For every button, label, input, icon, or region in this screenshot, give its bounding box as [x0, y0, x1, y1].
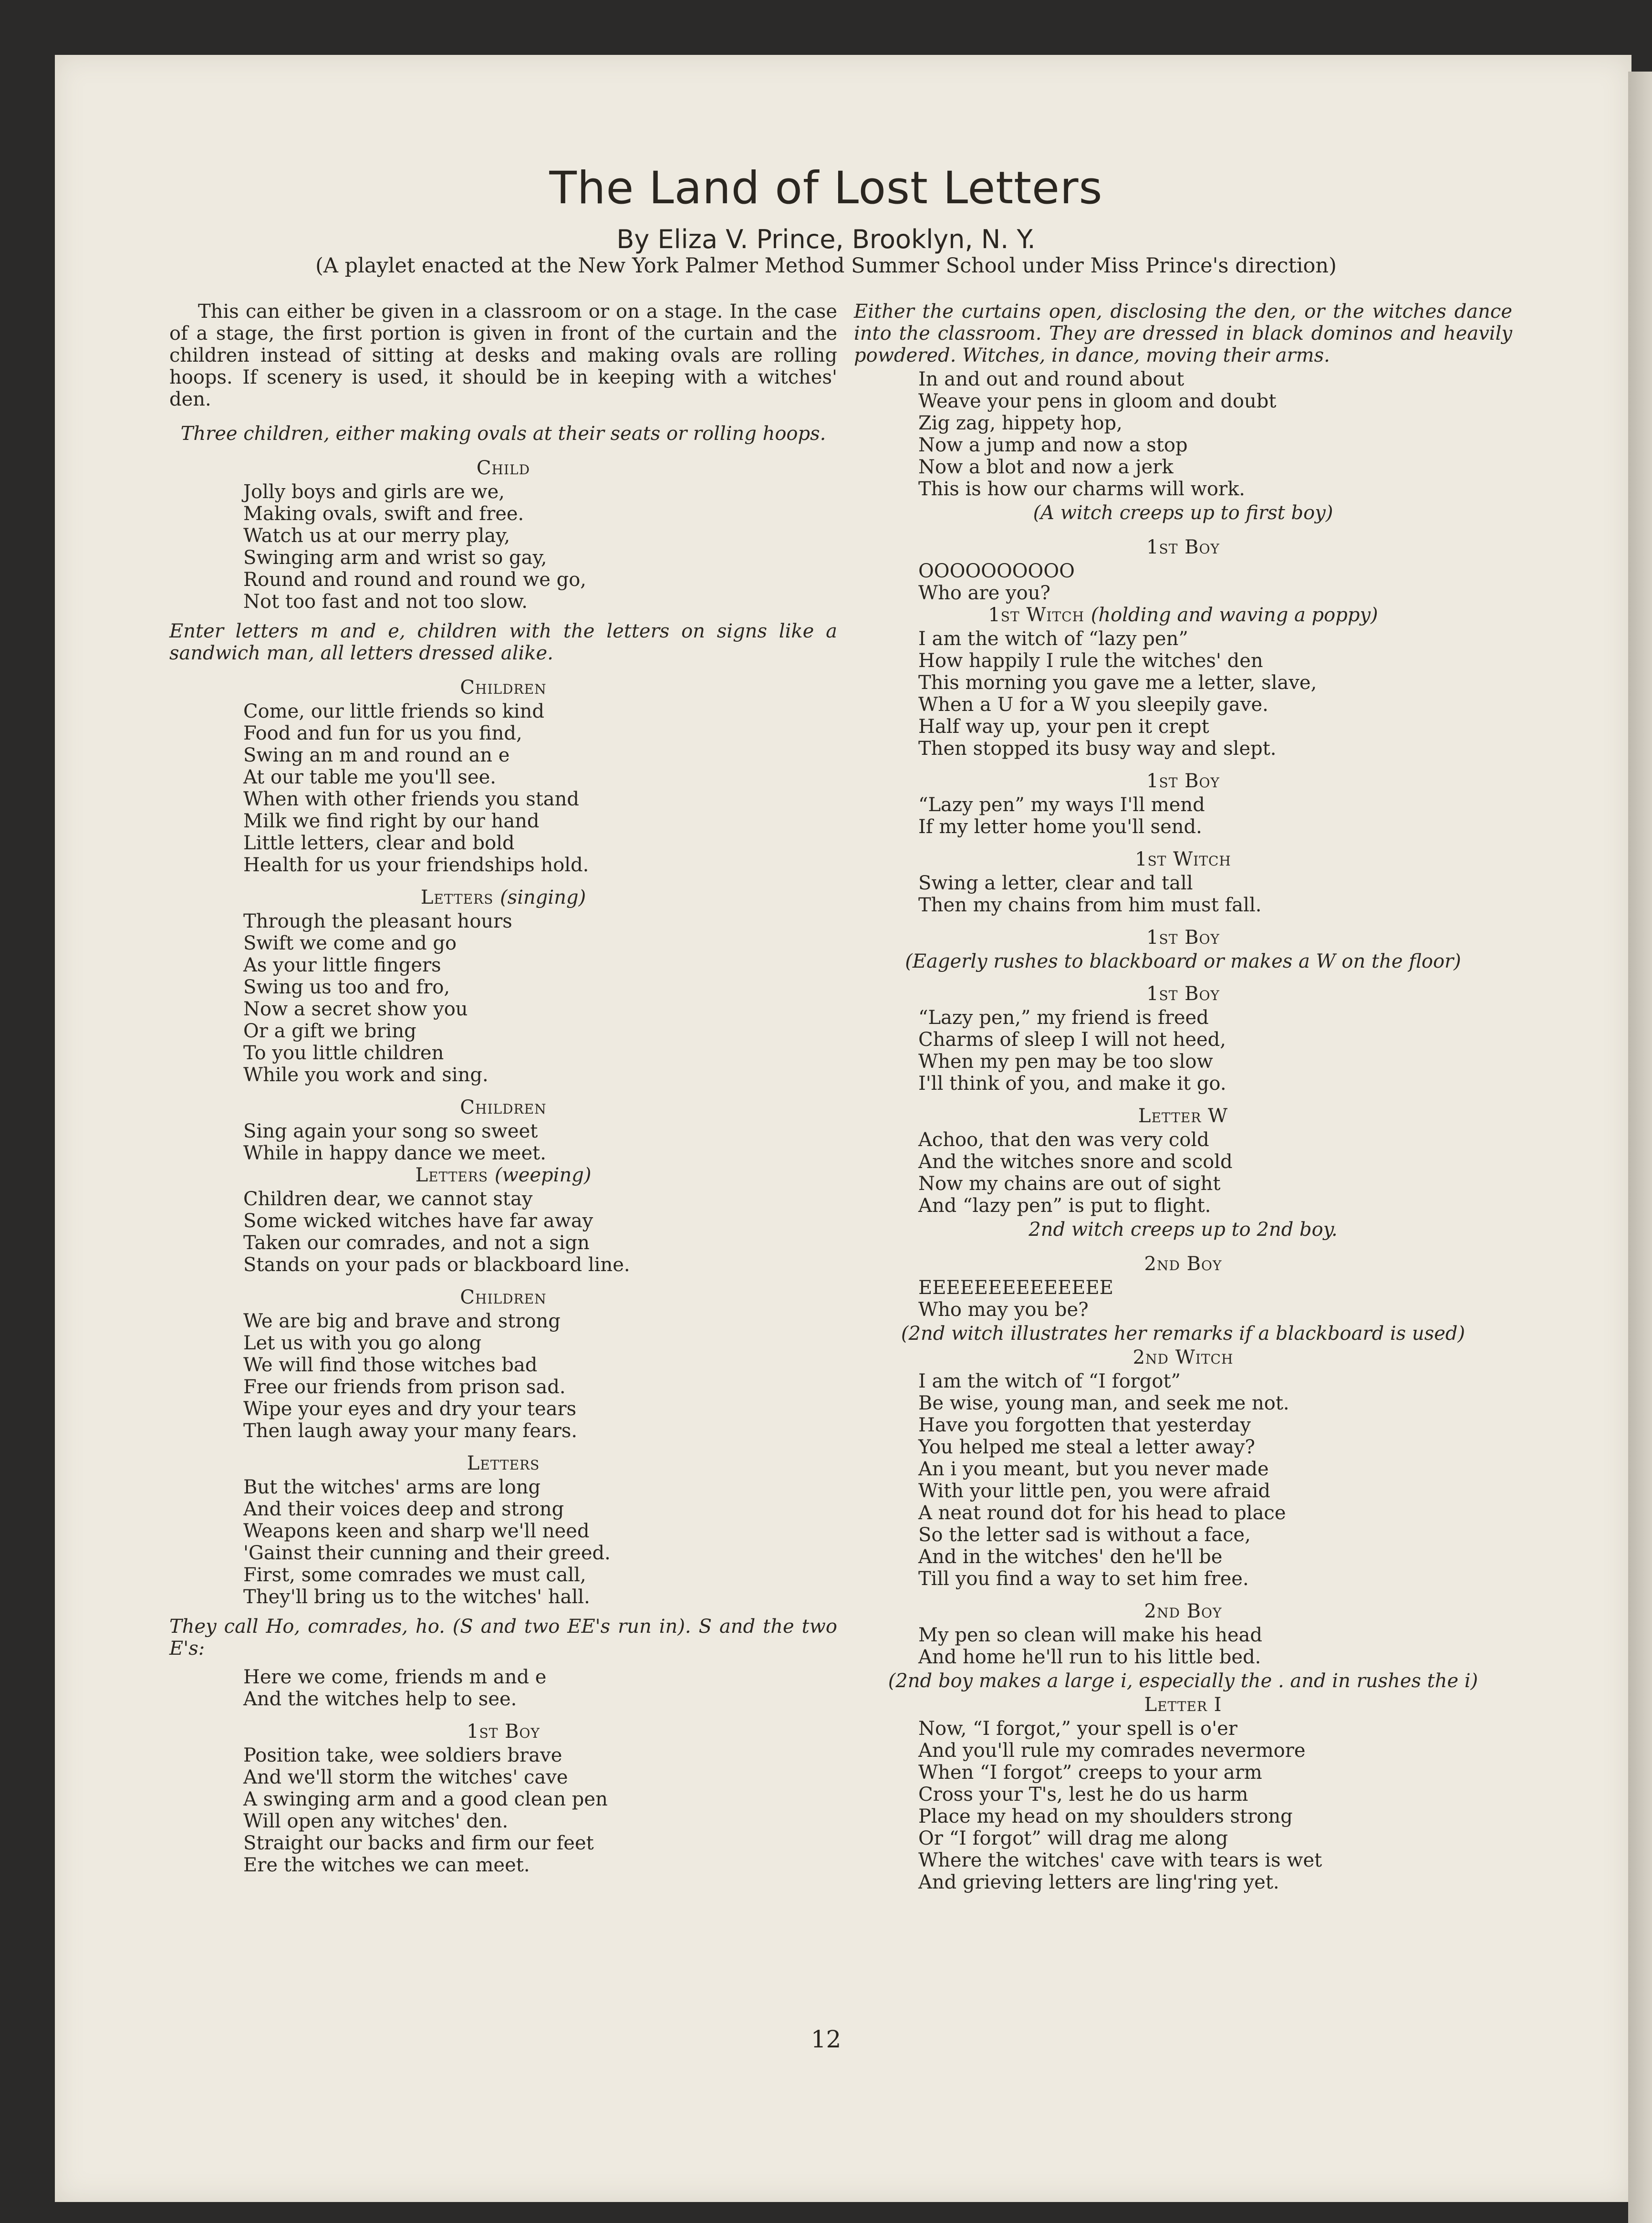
verse-line: Health for us your friendships hold.	[243, 854, 589, 876]
verse-block	[169, 700, 837, 876]
verse-line: Swinging arm and wrist so gay,	[243, 547, 547, 569]
verse-line: “Lazy pen,” my friend is freed	[918, 1007, 1209, 1029]
verse-line: Place my head on my shoulders strong	[918, 1806, 1293, 1827]
verse-line: Swift we come and go	[243, 932, 457, 954]
verse-line: 'Gainst their cunning and their greed.	[243, 1542, 611, 1564]
verse-block	[169, 1188, 837, 1276]
speaker-label: 2nd Boy	[1144, 1600, 1222, 1622]
verse-line: Food and fun for us you find,	[243, 722, 522, 744]
verse-line: How happily I rule the witches' den	[918, 650, 1263, 672]
verse-line: If my letter home you'll send.	[918, 816, 1202, 838]
verse-line: Sing again your song so sweet	[243, 1120, 538, 1142]
verse-line: And “lazy pen” is put to flight.	[918, 1195, 1211, 1217]
verse-line: When with other friends you stand	[243, 788, 580, 810]
verse-line: Or “I forgot” will drag me along	[918, 1827, 1228, 1849]
verse-line: Will open any witches' den.	[243, 1810, 509, 1832]
speaker-label: Child	[476, 457, 530, 479]
verse-line: OOOOOOOOOO	[918, 560, 1075, 582]
verse-line: Milk we find right by our hand	[243, 810, 540, 832]
byline: By Eliza V. Prince, Brooklyn, N. Y.	[616, 224, 1036, 254]
verse-block	[854, 794, 1512, 838]
speaker-label: 2nd Witch	[1133, 1346, 1234, 1368]
verse-block	[854, 1718, 1512, 1893]
verse-line: Or a gift we bring	[243, 1020, 416, 1042]
verse-line: Who are you?	[918, 582, 1050, 604]
verse-block	[854, 1007, 1512, 1095]
verse-line: And their voices deep and strong	[243, 1498, 564, 1520]
speaker-label	[169, 1164, 837, 1186]
verse-line: In and out and round about	[918, 368, 1184, 390]
speaker-label: 1st Boy	[1146, 983, 1220, 1005]
stage-direction: Either the curtains open, disclosing the den, or the witches dance into the classroom. They are dressed in black dominos and heavily powdered. Witches, in dance, moving their arms.	[854, 301, 1512, 366]
verse-line: While you work and sing.	[243, 1064, 488, 1086]
verse-line: Now a secret show you	[243, 998, 468, 1020]
intro-paragraph	[169, 301, 837, 410]
verse-block	[169, 1310, 837, 1442]
speaker-label: 1st Boy	[467, 1721, 540, 1743]
speaker-name: Letters	[420, 887, 494, 908]
verse-line: This is how our charms will work.	[918, 478, 1246, 500]
verse-line: Swing an m and round an e	[243, 744, 510, 766]
verse-line: Position take, wee soldiers brave	[243, 1744, 562, 1766]
verse-line: Cross your T's, lest he do us harm	[918, 1784, 1248, 1806]
verse-line: Taken our comrades, and not a sign	[243, 1232, 590, 1254]
verse-block	[169, 1120, 837, 1164]
verse-block	[854, 560, 1512, 604]
verse-line: Till you find a way to set him free.	[918, 1568, 1249, 1590]
verse-line: As your little fingers	[243, 954, 441, 976]
verse-line: We are big and brave and strong	[243, 1310, 561, 1332]
verse-line: Stands on your pads or blackboard line.	[243, 1254, 630, 1276]
verse-block	[854, 1129, 1512, 1217]
verse-line: This morning you gave me a letter, slave,	[918, 672, 1317, 694]
speaker-name: 1st Witch	[988, 604, 1085, 626]
verse-line: But the witches' arms are long	[243, 1476, 541, 1498]
stage-direction: 2nd witch creeps up to 2nd boy.	[1029, 1219, 1338, 1241]
verse-line: Have you forgotten that yesterday	[918, 1414, 1251, 1436]
verse-line: An i you meant, but you never made	[918, 1458, 1269, 1480]
intro-text: This can either be given in a classroom or on a stage. In the case of a stage, the first portion is given in front of the curtain and the children instead of sitting at desks and making ovals are rolling hoops. If scenery is used, it should be in keeping with a witches' den.	[169, 301, 837, 410]
speaker-label: 2nd Boy	[1144, 1253, 1222, 1275]
verse-line: And we'll storm the witches' cave	[243, 1766, 568, 1788]
verse-line: Ere the witches we can meet.	[243, 1854, 530, 1876]
verse-line: Half way up, your pen it crept	[918, 716, 1209, 738]
verse-line: I am the witch of “lazy pen”	[918, 628, 1188, 650]
speaker-label: 1st Boy	[1146, 927, 1220, 949]
speaker-label: Letter W	[1138, 1105, 1228, 1127]
verse-line: Round and round and round we go,	[243, 569, 587, 591]
verse-line: Be wise, young man, and seek me not.	[918, 1392, 1289, 1414]
verse-line: We will find those witches bad	[243, 1354, 538, 1376]
verse-line: Now a blot and now a jerk	[918, 456, 1174, 478]
right-column	[854, 301, 1512, 1901]
verse-line: I'll think of you, and make it go.	[918, 1073, 1226, 1095]
speaker-direction: (singing)	[500, 887, 586, 908]
speaker-label: 1st Witch	[1135, 848, 1231, 870]
speaker-direction: (weeping)	[494, 1164, 592, 1186]
verse-line: With your little pen, you were afraid	[918, 1480, 1271, 1502]
stage-direction: Enter letters m and e, children with the letters on signs like a sandwich man, all letters dressed alike.	[169, 620, 837, 664]
verse-line: Then my chains from him must fall.	[918, 894, 1262, 916]
verse-block	[169, 1666, 837, 1710]
speaker-name: Letters	[415, 1164, 488, 1186]
verse-line: And home he'll run to his little bed.	[918, 1646, 1261, 1668]
verse-line: “Lazy pen” my ways I'll mend	[918, 794, 1205, 816]
stage-direction: (2nd witch illustrates her remarks if a blackboard is used)	[901, 1323, 1465, 1345]
verse-line: When my pen may be too slow	[918, 1051, 1213, 1073]
verse-block	[854, 1277, 1512, 1321]
verse-line: You helped me steal a letter away?	[918, 1436, 1255, 1458]
verse-block	[169, 1476, 837, 1608]
verse-line: And you'll rule my comrades nevermore	[918, 1740, 1306, 1762]
verse-line: Come, our little friends so kind	[243, 700, 545, 722]
speaker-label: Children	[460, 1286, 547, 1308]
page-number: 12	[810, 2025, 842, 2053]
verse-line: So the letter sad is without a face,	[918, 1524, 1251, 1546]
verse-line: And in the witches' den he'll be	[918, 1546, 1223, 1568]
verse-line: And grieving letters are ling'ring yet.	[918, 1871, 1279, 1893]
verse-line: Charms of sleep I will not heed,	[918, 1029, 1226, 1051]
verse-line: Who may you be?	[918, 1299, 1089, 1321]
speaker-label	[854, 604, 1512, 626]
verse-line: Let us with you go along	[243, 1332, 482, 1354]
verse-line: They'll bring us to the witches' hall.	[243, 1586, 590, 1608]
verse-line: Here we come, friends m and e	[243, 1666, 547, 1688]
verse-line: When a U for a W you sleepily gave.	[918, 694, 1268, 716]
verse-line: Making ovals, swift and free.	[243, 503, 524, 525]
speaker-label: Children	[460, 1096, 547, 1118]
stage-direction: (A witch creeps up to first boy)	[1033, 502, 1333, 524]
verse-line: Not too fast and not too slow.	[243, 591, 528, 613]
verse-line: At our table me you'll see.	[243, 766, 496, 788]
verse-block	[169, 481, 837, 613]
verse-line: Now a jump and now a stop	[918, 434, 1188, 456]
verse-line: Watch us at our merry play,	[243, 525, 510, 547]
stage-direction: They call Ho, comrades, ho. (S and two EE's run in). S and the two E's:	[169, 1616, 837, 1659]
verse-line: Straight our backs and firm our feet	[243, 1832, 594, 1854]
subtitle-note: (A playlet enacted at the New York Palmer Method Summer School under Miss Prince's direction)	[315, 254, 1337, 278]
page-edge	[1628, 72, 1652, 2223]
verse-line: My pen so clean will make his head	[918, 1624, 1262, 1646]
speaker-label: 1st Boy	[1146, 770, 1220, 792]
verse-line: To you little children	[243, 1042, 444, 1064]
stage-direction: Three children, either making ovals at their seats or rolling hoops.	[180, 423, 826, 445]
verse-line: I am the witch of “I forgot”	[918, 1370, 1181, 1392]
verse-block	[854, 1370, 1512, 1590]
speaker-label: 1st Boy	[1146, 536, 1220, 558]
verse-line: Weapons keen and sharp we'll need	[243, 1520, 590, 1542]
verse-line: Now, “I forgot,” your spell is o'er	[918, 1718, 1237, 1740]
verse-line: Swing a letter, clear and tall	[918, 872, 1193, 894]
verse-line: Swing us too and fro,	[243, 976, 450, 998]
verse-line: A swinging arm and a good clean pen	[243, 1788, 608, 1810]
verse-line: Some wicked witches have far away	[243, 1210, 593, 1232]
speaker-label: Letters	[467, 1452, 540, 1474]
verse-block	[169, 910, 837, 1086]
verse-block	[854, 628, 1512, 760]
verse-block	[854, 872, 1512, 916]
stage-direction: (Eagerly rushes to blackboard or makes a W on the floor)	[905, 950, 1461, 972]
verse-line: Jolly boys and girls are we,	[243, 481, 505, 503]
verse-line: A neat round dot for his head to place	[918, 1502, 1286, 1524]
verse-line: While in happy dance we meet.	[243, 1142, 546, 1164]
verse-line: First, some comrades we must call,	[243, 1564, 586, 1586]
verse-line: And the witches help to see.	[243, 1688, 517, 1710]
verse-line: Now my chains are out of sight	[918, 1173, 1221, 1195]
speaker-direction: (holding and waving a poppy)	[1091, 604, 1378, 626]
speaker-label: Letter I	[1144, 1694, 1222, 1716]
verse-line: Children dear, we cannot stay	[243, 1188, 533, 1210]
verse-line: Where the witches' cave with tears is wet	[918, 1849, 1322, 1871]
verse-block	[854, 1624, 1512, 1668]
verse-line: Achoo, that den was very cold	[918, 1129, 1209, 1151]
verse-line: Then laugh away your many fears.	[243, 1420, 578, 1442]
verse-line: When “I forgot” creeps to your arm	[918, 1762, 1262, 1784]
verse-line: Wipe your eyes and dry your tears	[243, 1398, 577, 1420]
verse-line: And the witches snore and scold	[918, 1151, 1233, 1173]
speaker-label: Children	[460, 677, 547, 699]
left-column	[169, 301, 837, 1884]
stage-direction: (2nd boy makes a large i, especially the . and in rushes the i)	[888, 1670, 1478, 1692]
verse-line: Little letters, clear and bold	[243, 832, 515, 854]
verse-line: EEEEEEEEEEEEEE	[918, 1277, 1113, 1299]
verse-block	[854, 368, 1512, 500]
verse-line: Zig zag, hippety hop,	[918, 412, 1122, 434]
verse-line: Then stopped its busy way and slept.	[918, 738, 1277, 760]
verse-line: Through the pleasant hours	[243, 910, 512, 932]
page-title: The Land of Lost Letters	[549, 162, 1103, 214]
verse-line: Free our friends from prison sad.	[243, 1376, 566, 1398]
speaker-label	[169, 887, 837, 908]
verse-line: Weave your pens in gloom and doubt	[918, 390, 1277, 412]
verse-block	[169, 1744, 837, 1876]
